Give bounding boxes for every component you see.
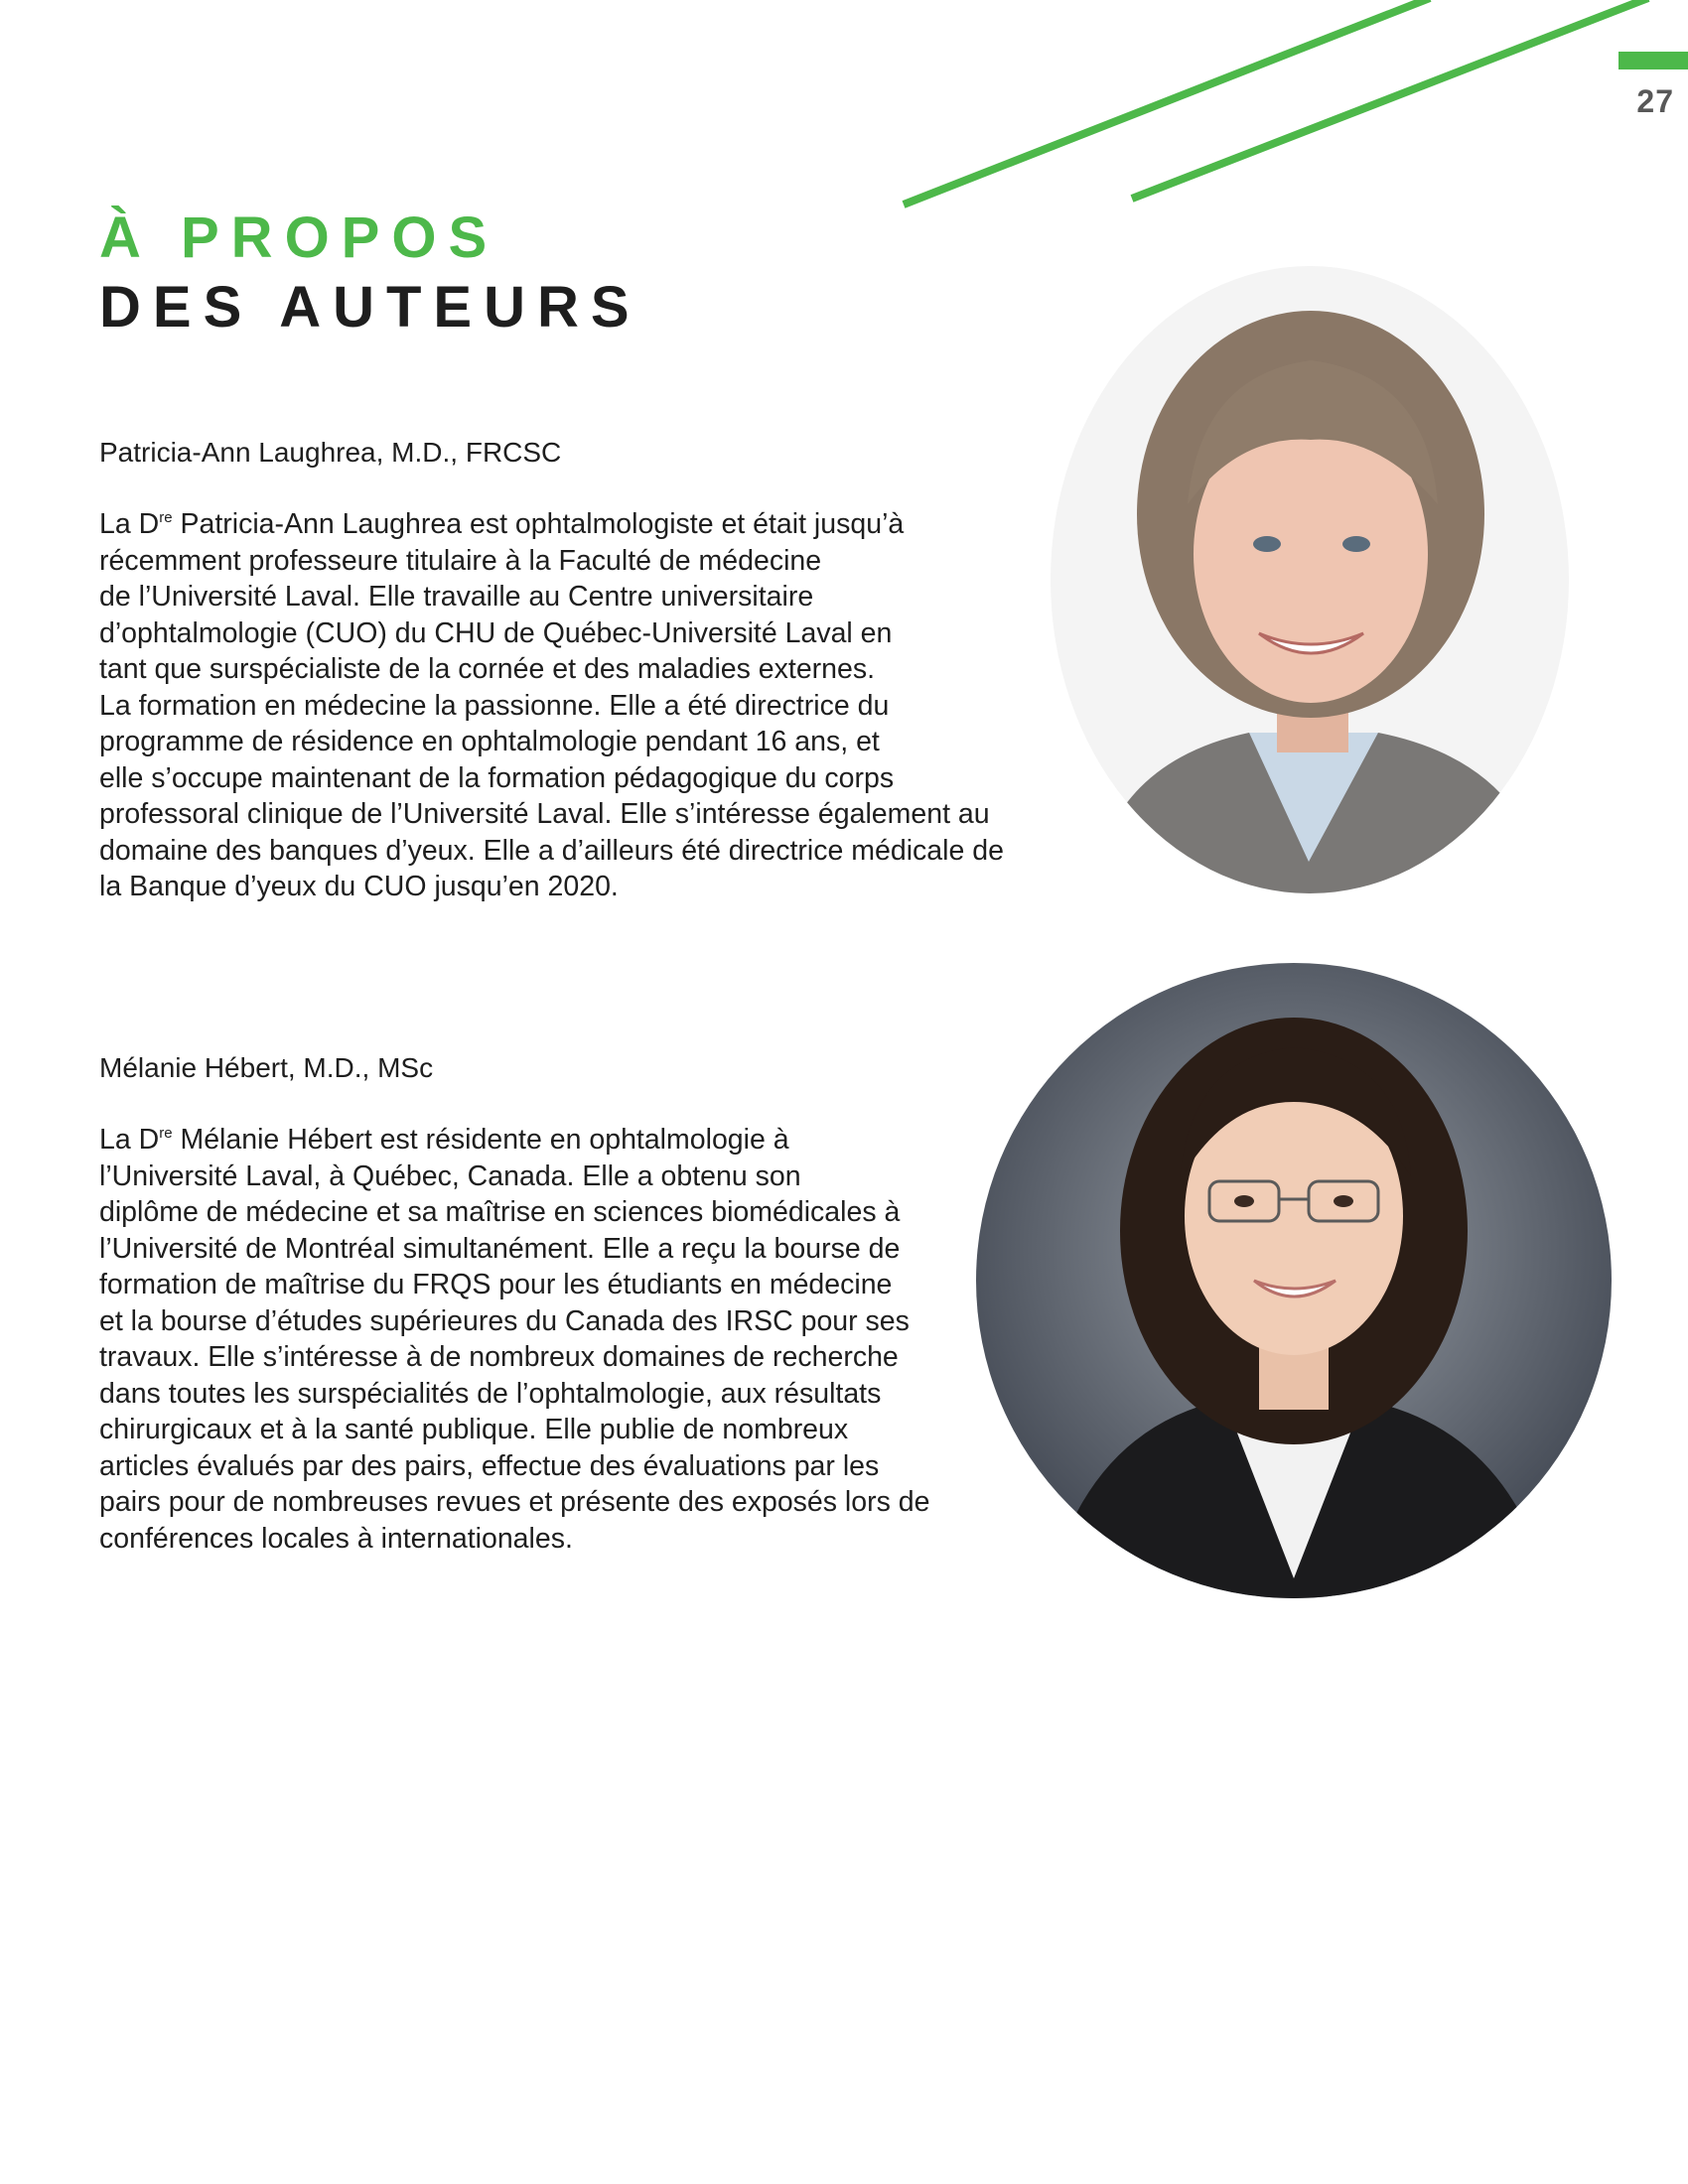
bio-line: professoral clinique de l’Université Laval. Elle s’intéresse également au xyxy=(99,798,990,830)
bio-line: domaine des banques d’yeux. Elle a d’ailleurs été directrice médicale de xyxy=(99,834,1004,867)
bio-line: elle s’occupe maintenant de la formation pédagogique du corps xyxy=(99,761,895,794)
bio-first-line-rest: Mélanie Hébert est résidente en ophtalmologie à xyxy=(172,1124,789,1156)
page-number-tab xyxy=(1618,52,1688,69)
bio-line: et la bourse d’études supérieures du Canada des IRSC pour ses xyxy=(99,1304,910,1337)
bio-line: l’Université Laval, à Québec, Canada. Elle a obtenu son xyxy=(99,1160,801,1192)
bio-line: la Banque d’yeux du CUO jusqu’en 2020. xyxy=(99,871,619,902)
decorative-line-left xyxy=(904,0,1430,205)
bio-line: pairs pour de nombreuses revues et présente des exposés lors de xyxy=(99,1486,930,1518)
bio-line: chirurgicaux et à la santé publique. Elle publie de nombreux xyxy=(99,1414,849,1445)
bio-line xyxy=(99,1122,929,1159)
bio-prefix: La D xyxy=(99,1124,160,1156)
author-name: Patricia-Ann Laughrea, M.D., FRCSC xyxy=(99,437,562,468)
bio-line: La formation en médecine la passionne. Elle a été directrice du xyxy=(99,689,890,722)
page-title-line1: À PROPOS xyxy=(99,205,499,270)
page-title xyxy=(99,204,641,342)
bio-line: de l’Université Laval. Elle travaille au Centre universitaire xyxy=(99,581,814,613)
bio-line: dans toutes les surspécialités de l’ophtalmologie, aux résultats xyxy=(99,1377,882,1410)
bio-line: l’Université de Montréal simultanément. Elle a reçu la bourse de xyxy=(99,1232,901,1265)
bio-line: formation de maîtrise du FRQS pour les étudiants en médecine xyxy=(99,1269,893,1300)
bio-prefix: La D xyxy=(99,508,160,540)
bio-line xyxy=(99,506,1004,543)
bio-first-line-rest: Patricia-Ann Laughrea est ophtalmologiste et était jusqu’à xyxy=(172,508,905,540)
page-number: 27 xyxy=(1636,83,1674,119)
author-bio xyxy=(99,506,1004,905)
decorative-line-right xyxy=(1132,0,1648,199)
bio-line: d’ophtalmologie (CUO) du CHU de Québec-Université Laval en xyxy=(99,616,893,649)
author-name: Mélanie Hébert, M.D., MSc xyxy=(99,1052,434,1083)
bio-line: programme de résidence en ophtalmologie pendant 16 ans, et xyxy=(99,726,880,757)
portrait-photo-icon xyxy=(1051,266,1569,893)
author-photo-laughrea xyxy=(1051,266,1569,893)
bio-line: conférences locales à internationales. xyxy=(99,1522,573,1555)
bio-line: diplôme de médecine et sa maîtrise en sciences biomédicales à xyxy=(99,1196,901,1228)
bio-line: récemment professeure titulaire à la Faculté de médecine xyxy=(99,544,822,577)
bio-line: travaux. Elle s’intéresse à de nombreux domaines de recherche xyxy=(99,1341,899,1373)
page-title-line2: DES AUTEURS xyxy=(99,275,641,340)
bio-superscript: re xyxy=(159,1125,173,1142)
portrait-photo-icon xyxy=(976,963,1612,1598)
bio-line: tant que surspécialiste de la cornée et des maladies externes. xyxy=(99,653,876,685)
bio-line: articles évalués par des pairs, effectue des évaluations par les xyxy=(99,1449,880,1482)
author-bio xyxy=(99,1122,929,1557)
author-photo-hebert xyxy=(976,963,1612,1598)
bio-superscript: re xyxy=(159,509,173,526)
